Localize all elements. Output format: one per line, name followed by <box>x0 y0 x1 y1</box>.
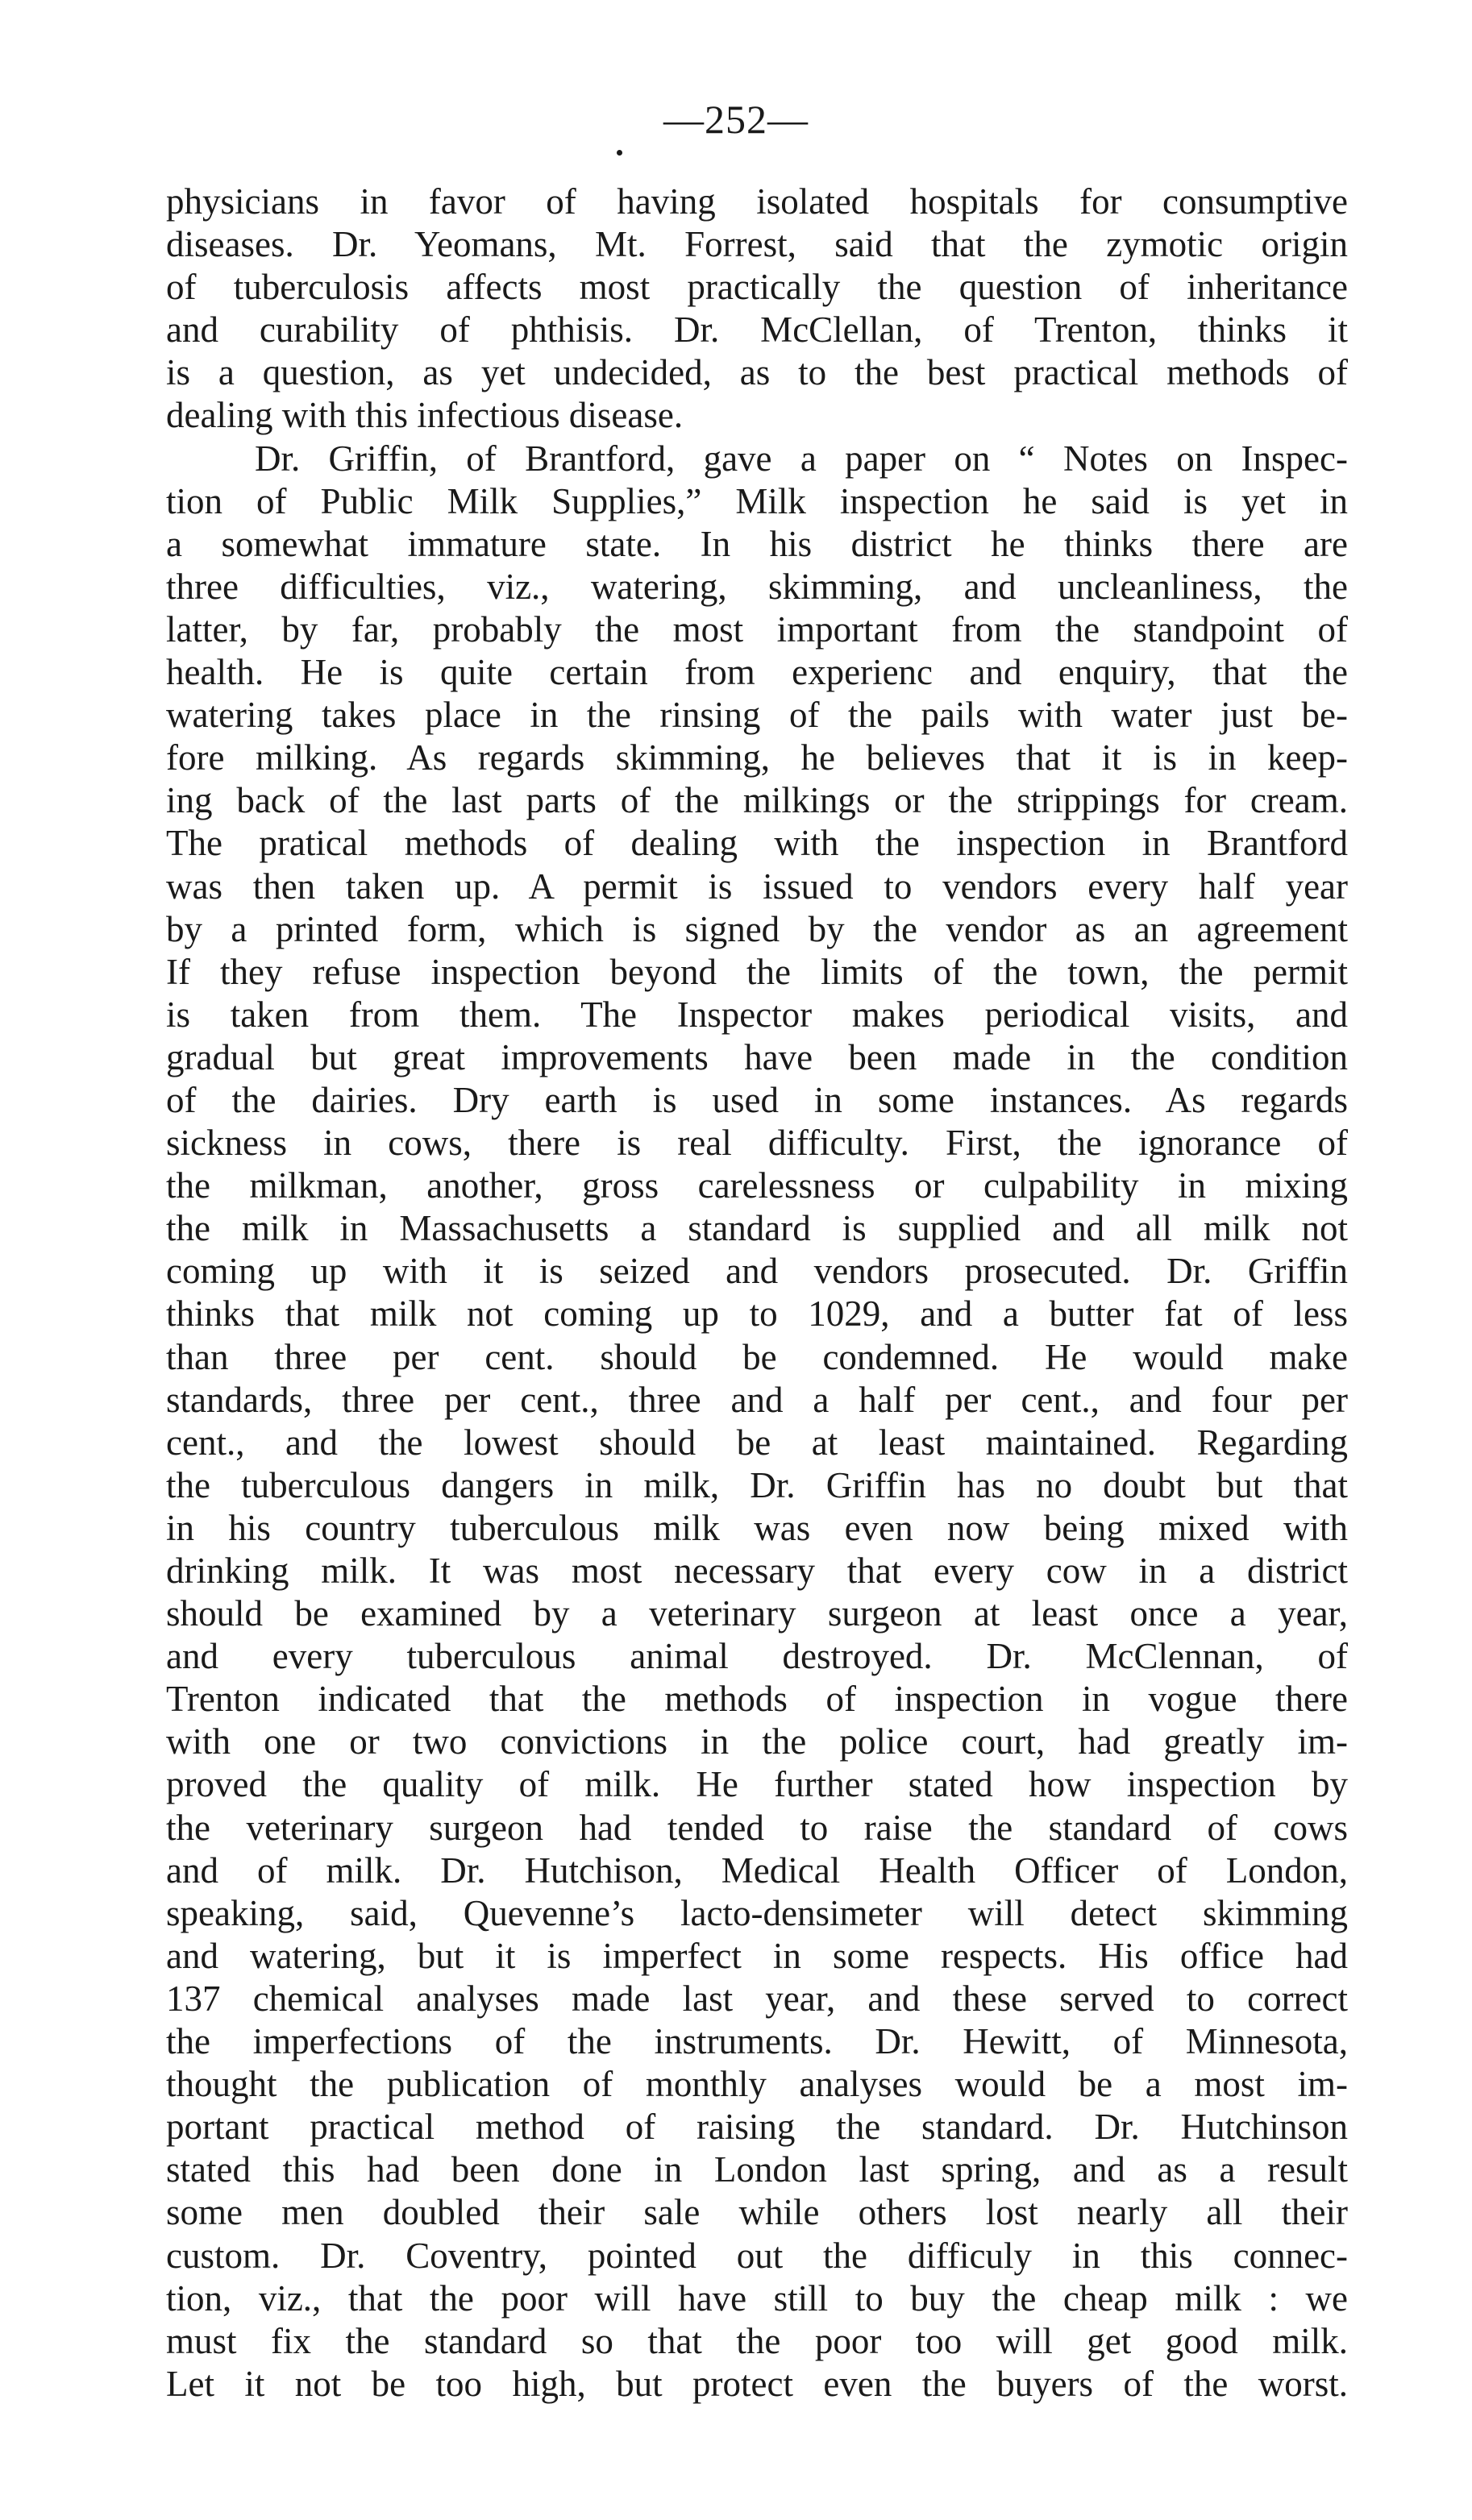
text-line: ing back of the last parts of the milkings or the strippings for cream. <box>166 780 1348 821</box>
text-line: coming up with it is seized and vendors prosecuted. Dr. Griffin <box>166 1251 1348 1292</box>
text-line: and of milk. Dr. Hutchison, Medical Health Officer of London, <box>166 1850 1348 1891</box>
text-line: a somewhat immature state. In his district he thinks there are <box>166 523 1348 564</box>
paragraph-1 <box>166 181 1348 438</box>
text-line: Dr. Griffin, of Brantford, gave a paper on “ Notes on Inspec- <box>255 438 1348 479</box>
text-line: the imperfections of the instruments. Dr. Hewitt, of Minnesota, <box>166 2021 1348 2062</box>
text-line: is taken from them. The Inspector makes periodical visits, and <box>166 994 1348 1035</box>
text-line: must fix the standard so that the poor too will get good milk. <box>166 2320 1348 2361</box>
text-line: thinks that milk not coming up to 1029, and a butter fat of less <box>166 1293 1348 1335</box>
text-line: custom. Dr. Coventry, pointed out the difficuly in this connec- <box>166 2235 1348 2276</box>
text-line: sickness in cows, there is real difficulty. First, the ignorance of <box>166 1123 1348 1164</box>
text-line: was then taken up. A permit is issued to vendors every half year <box>166 866 1348 907</box>
text-line: Trenton indicated that the methods of inspection in vogue there <box>166 1679 1348 1720</box>
text-line: by a printed form, which is signed by the vendor as an agreement <box>166 908 1348 949</box>
text-line: tion of Public Milk Supplies,” Milk inspection he said is yet in <box>166 480 1348 521</box>
text-line: health. He is quite certain from experienc and enquiry, that the <box>166 652 1348 693</box>
text-line: 137 chemical analyses made last year, and these served to correct <box>166 1978 1348 2019</box>
text-line: proved the quality of milk. He further stated how inspection by <box>166 1764 1348 1805</box>
text-line: drinking milk. It was most necessary that every cow in a district <box>166 1551 1348 1591</box>
text-line: Let it not be too high, but protect even the buyers of the worst. <box>166 2363 1348 2404</box>
text-line: tion, viz., that the poor will have still to buy the cheap milk : we <box>166 2277 1348 2319</box>
text-line: than three per cent. should be condemned. He would make <box>166 1336 1348 1377</box>
text-line: the tuberculous dangers in milk, Dr. Griffin has no doubt but that <box>166 1464 1348 1505</box>
text-line: the milk in Massachusetts a standard is supplied and all milk not <box>166 1208 1348 1249</box>
text-line: three difficulties, viz., watering, skimming, and uncleanliness, the <box>166 566 1348 607</box>
text-line: watering takes place in the rinsing of the pails with water just be- <box>166 695 1348 736</box>
stray-ink-mark <box>617 150 622 156</box>
text-line: diseases. Dr. Yeomans, Mt. Forrest, said that the zymotic origin <box>166 224 1348 265</box>
text-line: the milkman, another, gross carelessness or culpability in mixing <box>166 1165 1348 1206</box>
text-line: fore milking. As regards skimming, he believes that it is in keep- <box>166 737 1348 778</box>
text-line: thought the publication of monthly analyses would be a most im- <box>166 2064 1348 2105</box>
page-number: —252— <box>663 97 809 142</box>
text-line: speaking, said, Quevenne’s lacto-densimeter will detect skimming <box>166 1892 1348 1933</box>
text-line: dealing with this infectious disease. <box>166 395 684 436</box>
text-line: cent., and the lowest should be at least maintained. Regarding <box>166 1422 1348 1463</box>
text-line: and every tuberculous animal destroyed. Dr. McClennan, of <box>166 1636 1348 1677</box>
text-line: If they refuse inspection beyond the limits of the town, the permit <box>166 951 1348 992</box>
text-line: and curability of phthisis. Dr. McClellan, of Trenton, thinks it <box>166 309 1348 351</box>
text-line: of tuberculosis affects most practically the question of inheritance <box>166 267 1348 308</box>
text-line: should be examined by a veterinary surgeon at least once a year, <box>166 1593 1348 1634</box>
body-text <box>166 181 1348 2406</box>
text-line: the veterinary surgeon had tended to raise the standard of cows <box>166 1807 1348 1848</box>
text-line: with one or two convictions in the police court, had greatly im- <box>166 1721 1348 1762</box>
text-line: of the dairies. Dry earth is used in some instances. As regards <box>166 1079 1348 1120</box>
text-line: physicians in favor of having isolated hospitals for consumptive <box>166 181 1348 222</box>
text-line: and watering, but it is imperfect in some respects. His office had <box>166 1935 1348 1976</box>
paragraph-2 <box>166 438 1348 2406</box>
text-line: portant practical method of raising the standard. Dr. Hutchinson <box>166 2107 1348 2148</box>
text-line: gradual but great improvements have been made in the condition <box>166 1036 1348 1077</box>
text-line: in his country tuberculous milk was even now being mixed with <box>166 1507 1348 1548</box>
text-line: The pratical methods of dealing with the inspection in Brantford <box>166 823 1348 864</box>
text-line: is a question, as yet undecided, as to the best practical methods of <box>166 352 1348 393</box>
text-line: some men doubled their sale while others lost nearly all their <box>166 2192 1348 2233</box>
text-line: standards, three per cent., three and a half per cent., and four per <box>166 1379 1348 1420</box>
text-line: stated this had been done in London last spring, and as a result <box>166 2149 1348 2190</box>
text-line: latter, by far, probably the most important from the standpoint of <box>166 608 1348 650</box>
